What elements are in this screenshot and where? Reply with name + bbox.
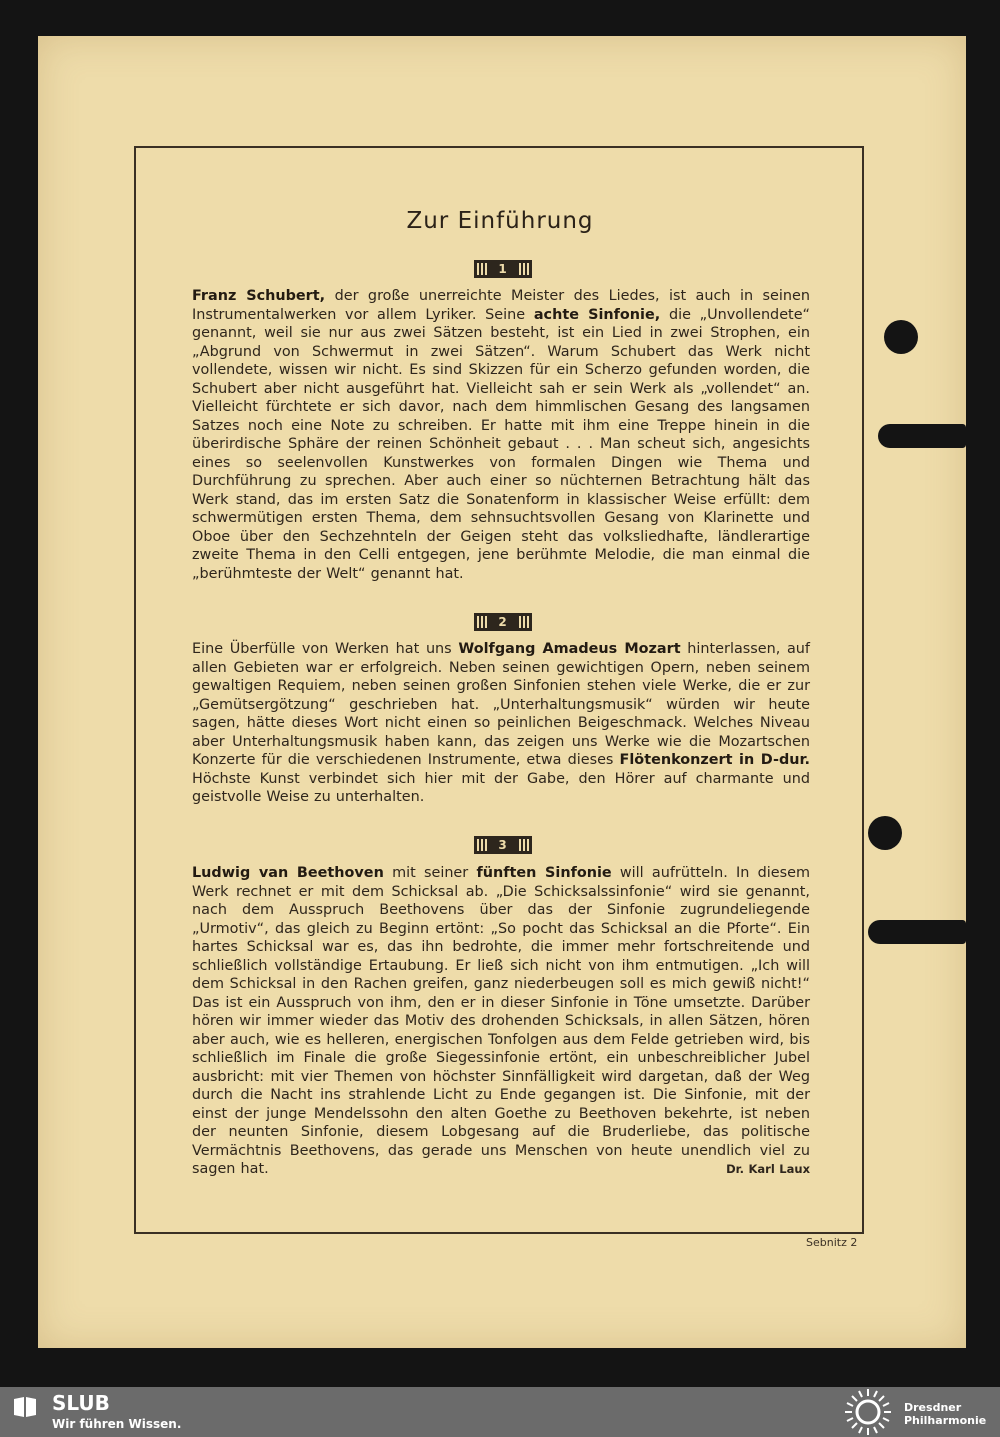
body-text: die „Unvollendete“ genannt, weil sie nur aus zwei Sätzen besteht, ist ein Lied in zwei Strophen, ein „Abgrund von Schwermut in zwei Sätzen“. Warum Schubert das Werk nicht vollendete, wissen wir nicht. Es sind Skizzen für ein Scherzo gefunden worden, die Schubert aber nicht ausgeführt hat. Vielleicht sah er sein Werk als „vollendet“ an. Vielleicht fürchtete er sich davor, nach dem himmlischen Gesang des langsamen Satzes noch eine Note zu schreiben. Er hatte mit ihm eine Treppe hinein in die überirdische Sphäre der reinen Schönheit gebaut . . . Man scheut sich, angesichts eines so seelenvollen Kunstwerkes von formalen Dingen wie Thema und Durchführung zu sprechen. Aber auch einer so nüchternen Betrachtung hält das Werk stand, das im ersten Satz die Sonatenform in klassischer Weise erfüllt: dem schwermütigen ersten Thema, dem sehnsuchtsvollen Gesang von Klarinette und Oboe über den Sechzehnteln der Geigen steht das volksliedhafte, ländlerartige zweite Thema in den Celli entgegen, jene berühmte Melodie, die man einmal die „berühmteste der Welt“ genannt hat. [192,306,810,582]
section-number-badge: 2 [474,613,532,631]
paper-tear [868,920,966,944]
emphasis-text: Ludwig van Beethoven [192,865,384,881]
author-signature: Dr. Karl Laux [726,1162,810,1176]
slub-tagline: Wir führen Wissen. [52,1417,182,1431]
section-beethoven [192,864,810,1179]
punch-hole [884,320,918,354]
emphasis-text: Flötenkonzert in D-dur. [619,752,810,768]
slub-name: SLUB [52,1391,110,1415]
section-mozart [192,640,810,807]
philharmonie-logo-icon [842,1387,894,1437]
body-text: hinterlassen, auf allen Gebieten war er erfolgreich. Neben seinen gewichtigen Opern, neben seinem gewaltigen Requiem, neben seinen großen Sinfonien stehen viele Werke, die er zur „Gemütsergötzung“ geschrieben hat. „Unterhaltungsmusik“ würden wir heute sagen, hätte dieses Wort nicht einen so peinlichen Beigeschmack. Welches Niveau aber Unterhaltungsmusik haben kann, das zeigen uns Werke wie die Mozartschen Konzerte für die verschiedenen Instrumente, etwa dieses [192,641,810,768]
body-text: Höchste Kunst verbindet sich hier mit der Gabe, den Hörer auf charmante und geistvolle Weise zu unterhalten. [192,770,810,805]
body-text: Eine Überfülle von Werken hat uns [192,641,459,657]
section-schubert [192,287,810,583]
footer-bar [0,1387,1000,1437]
section-number-badge: 1 [474,260,532,278]
philharmonie-name: Dresdner Philharmonie [904,1401,987,1427]
body-text: mit seiner [383,865,477,881]
page-code: Sebnitz 2 [806,1236,858,1249]
punch-hole [868,816,902,850]
page-title: Zur Einführung [406,208,594,234]
paper-tear [878,424,966,448]
body-text: will aufrütteln. In diesem Werk rechnet er mit dem Schicksal ab. „Die Schicksalssinfonie“ wird sie genannt, nach dem Ausspruch Beethovens über das der Sinfonie zugrundeliegende „Urmotiv“, das gleich zu Beginn ertönt: „So pocht das Schicksal an die Pforte“. Ein hartes Schicksal war es, das ihn bedrohte, die immer mehr fortschreitende und schließlich vollständige Ertaubung. Er ließ sich nicht von ihm entmutigen. „Ich will dem Schicksal in den Rachen greifen, ganz niederbeugen soll es mich gewiß nicht!“ Das ist ein Ausspruch von ihm, den er in dieser Sinfonie in Töne umsetzte. Darüber hören wir immer wieder das Motiv des drohenden Schicksals, in allen Sätzen, hören aber auch, wie es helleren, energischen Tonfolgen aus dem Felde getrieben wird, bis schließlich im Finale die große Siegessinfonie ertönt, ein unbeschreiblicher Jubel ausbricht: mit vier Themen von höchster Sinnfälligkeit wird dargetan, daß der Weg durch die Nacht ins strahlende Licht zu Ende gegangen ist. Die Sinfonie, mit der einst der junge Mendelssohn den alten Goethe zu Beethoven bekehrte, ist neben der neunten Sinfonie, diesem Lobgesang auf die Bruderliebe, das politische Vermächtnis Beethovens, das gerade uns Menschen von heute unendlich viel zu sagen hat. [192,865,810,1177]
emphasis-text: fünften Sinfonie [476,865,612,881]
section-number-badge: 3 [474,836,532,854]
body-text: der große unerreichte Meister des Liedes, ist auch in seinen Instrumentalwerken vor allem Lyriker. Seine [192,288,810,323]
emphasis-text: achte Sinfonie, [533,306,661,323]
slub-logo-icon [12,1395,38,1419]
emphasis-text: Wolfgang Amadeus Mozart [458,641,681,657]
emphasis-text: Franz Schubert, [192,288,326,304]
